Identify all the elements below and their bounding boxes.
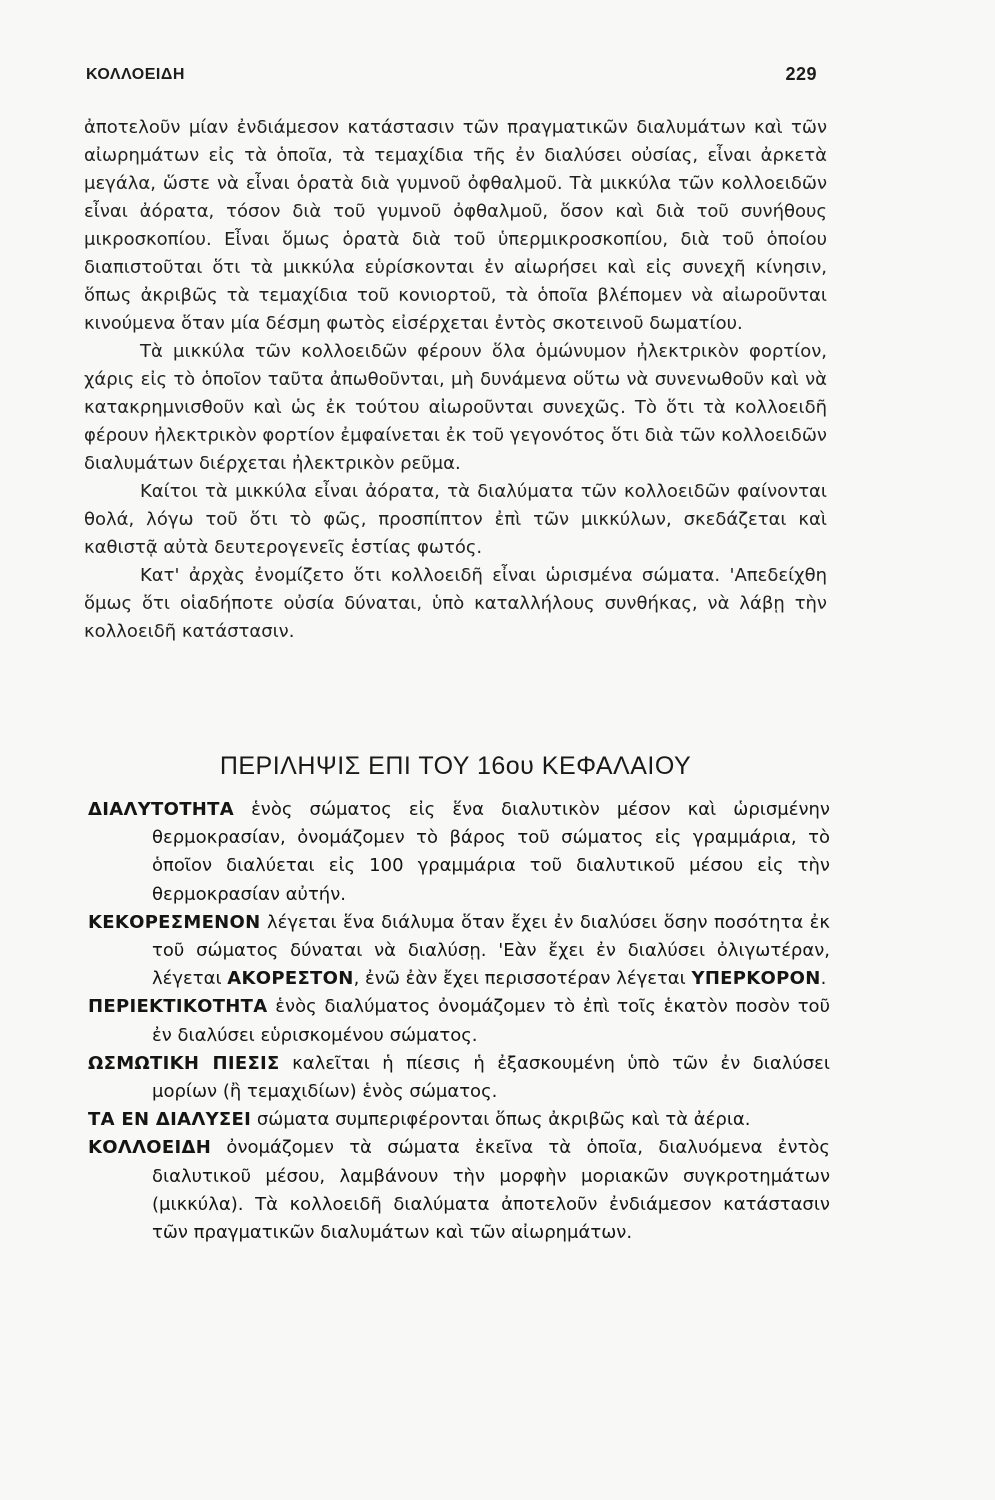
glossary-definition: λέγεται ἕνα διάλυμα ὅταν ἔχει ἐν διαλύσει ὅσην ποσότητα ἐκ τοῦ σώματος δύναται νὰ διαλύσῃ. 'Εὰν ἔχει ἐν διαλύσει ὀλιγωτέραν, λέγεται bbox=[152, 911, 830, 990]
glossary-term: ΠΕΡΙΕΚΤΙΚΟΤΗΤΑ bbox=[88, 996, 268, 1018]
glossary-inline-term: ΥΠΕΡΚΟΡΟΝ bbox=[691, 968, 821, 990]
glossary-definition: σώματα συμπεριφέρονται ὅπως ἀκριβῶς καὶ τὰ ἀέρια. bbox=[251, 1109, 751, 1131]
glossary-entry bbox=[88, 1106, 830, 1134]
glossary-term: ΩΣΜΩΤΙΚΗ ΠΙΕΣΙΣ bbox=[88, 1052, 280, 1074]
glossary-inline-term: ΑΚΟΡΕΣΤΟΝ bbox=[227, 968, 354, 990]
page-number: 229 bbox=[785, 64, 817, 84]
glossary-term: ΔΙΑΛΥΤΟΤΗΤΑ bbox=[88, 799, 234, 820]
chapter-title: ΚΟΛΛΟΕΙΔΗ bbox=[86, 66, 185, 83]
glossary-term: ΚΕΚΟΡΕΣΜΕΝΟΝ bbox=[88, 911, 261, 933]
summary-glossary bbox=[88, 796, 830, 1247]
glossary-entry bbox=[88, 909, 830, 994]
running-head bbox=[84, 58, 817, 88]
glossary-term: ΚΟΛΛΟΕΙΔΗ bbox=[88, 1137, 212, 1159]
body-paragraph: Τὰ μικκύλα τῶν κολλοειδῶν φέρουν ὅλα ὁμώνυμον ἠλεκτρικὸν φορτίον, χάρις εἰς τὸ ὁποῖον ταῦτα ἀπωθοῦνται, μὴ δυνάμενα οὕτω νὰ συνενωθοῦν καὶ νὰ κατακρημνισθοῦν καὶ ὡς ἐκ τούτου αἰωροῦνται συνεχῶς. Τὸ ὅτι τὰ κολλοειδῆ φέρουν ἠλεκτρικὸν φορτίον ἐμφαίνεται ἐκ τοῦ γεγονότος ὅτι διὰ τῶν κολλοειδῶν διαλυμάτων διέρχεται ἠλεκτρικὸν ρεῦμα. bbox=[84, 341, 827, 474]
glossary-entry bbox=[88, 1050, 830, 1106]
glossary-definition: . bbox=[820, 968, 827, 990]
glossary-definition: ὀνομάζομεν τὰ σώματα ἐκεῖνα τὰ ὁποῖα, διαλυόμενα ἐντὸς διαλυτικοῦ μέσου, λαμβάνουν τὴν μορφὴν μοριακῶν συγκροτημάτων (μικκύλα). Τὰ κολλοειδῆ διαλύματα ἀποτελοῦν ἐνδιάμεσον κατάστασιν τῶν πραγματικῶν διαλυμάτων καὶ τῶν αἰωρημάτων. bbox=[152, 1137, 830, 1244]
glossary-definition: ἑνὸς σώματος εἰς ἕνα διαλυτικὸν μέσον καὶ ὡρισμένην θερμοκρασίαν, ὀνομάζομεν τὸ βάρος τοῦ σώματος εἰς γραμμάρια, τὸ ὁποῖον διαλύεται εἰς 100 γραμμάρια τοῦ διαλυτικοῦ μέσου εἰς τὴν θερμοκρασίαν αὐτήν. bbox=[152, 799, 830, 905]
glossary-entry bbox=[88, 1134, 830, 1247]
body-paragraph: Κατ' ἀρχὰς ἐνομίζετο ὅτι κολλοειδῆ εἶναι ὡρισμένα σώματα. 'Απεδείχθη ὅμως ὅτι οἱαδήποτε οὐσία δύναται, ὑπὸ καταλλήλους συνθήκας, νὰ λάβῃ τὴν κολλοειδῆ κατάστασιν. bbox=[84, 565, 827, 642]
glossary-entry bbox=[88, 796, 830, 909]
body-paragraph: ἀποτελοῦν μίαν ἐνδιάμεσον κατάστασιν τῶν πραγματικῶν διαλυμάτων καὶ τῶν αἰωρημάτων εἰς τὰ ὁποῖα, τὰ τεμαχίδια τῆς ἐν διαλύσει οὐσίας, εἶναι ἀρκετὰ μεγάλα, ὥστε νὰ εἶναι ὁρατὰ διὰ γυμνοῦ ὀφθαλμοῦ. Τὰ μικκύλα τῶν κολλοειδῶν εἶναι ἀόρατα, τόσον διὰ τοῦ γυμνοῦ ὀφθαλμοῦ, ὅσον καὶ διὰ τοῦ συνήθους μικροσκοπίου. Εἶναι ὅμως ὁρατὰ διὰ τοῦ ὑπερμικροσκοπίου, διὰ τοῦ ὁποίου διαπιστοῦται ὅτι τὰ μικκύλα εὑρίσκονται ἐν αἰωρήσει καὶ εἰς συνεχῆ κίνησιν, ὅπως ἀκριβῶς τὰ τεμαχίδια τοῦ κονιορτοῦ, τὰ ὁποῖα βλέπομεν νὰ αἰωροῦνται κινούμενα ὅταν μία δέσμη φωτὸς εἰσέρχεται ἐντὸς σκοτεινοῦ δωματίου. bbox=[84, 117, 827, 334]
summary-heading: ΠΕΡΙΛΗΨΙΣ ΕΠΙ ΤΟΥ 16ου ΚΕΦΑΛΑΙΟΥ bbox=[219, 752, 692, 780]
body-text bbox=[84, 114, 827, 646]
body-paragraph: Καίτοι τὰ μικκύλα εἶναι ἀόρατα, τὰ διαλύματα τῶν κολλοειδῶν φαίνονται θολά, λόγω τοῦ ὅτι τὸ φῶς, προσπίπτον ἐπὶ τῶν μικκύλων, σκεδάζεται καὶ καθιστᾷ αὐτὰ δευτερογενεῖς ἑστίας φωτός. bbox=[84, 481, 827, 558]
glossary-term: ΤΑ ΕΝ ΔΙΑΛΥΣΕΙ bbox=[88, 1109, 252, 1131]
glossary-definition: , ἐνῶ ἐὰν ἔχει περισσοτέραν λέγεται bbox=[353, 968, 692, 990]
glossary-definition: ἑνὸς διαλύματος ὀνομάζομεν τὸ ἐπὶ τοῖς ἑκατὸν ποσὸν τοῦ ἐν διαλύσει εὑρισκομένου σώματος. bbox=[152, 996, 830, 1046]
glossary-definition: καλεῖται ἡ πίεσις ἡ ἐξασκουμένη ὑπὸ τῶν ἐν διαλύσει μορίων (ἢ τεμαχιδίων) ἑνὸς σώματος. bbox=[152, 1052, 830, 1103]
glossary-entry bbox=[88, 993, 830, 1049]
